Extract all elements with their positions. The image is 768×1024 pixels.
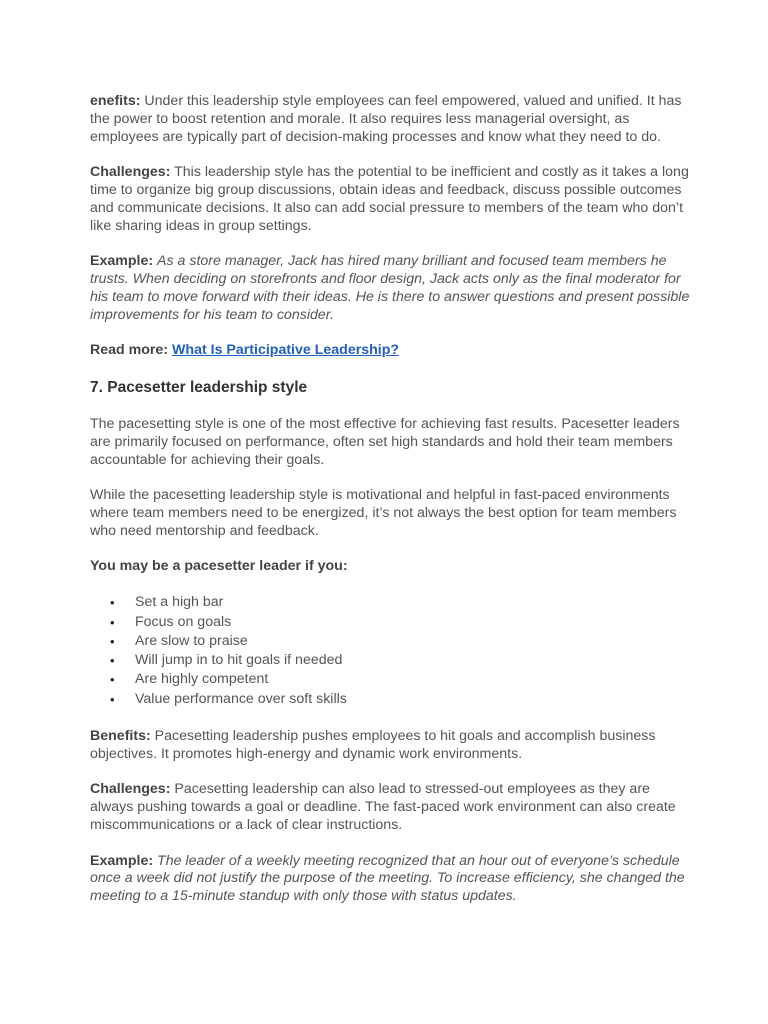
benefits-paragraph [90,93,690,147]
pacesetter-example-text: The leader of a weekly meeting recognized that an hour out of everyone’s schedule once a week did not justify the purpose of the meeting. To increase efficiency, she changed the meeting to a 15-minute standup with only those with status updates. [90,852,685,905]
pacesetter-benefits-text: Pacesetting leadership pushes employees to hit goals and accomplish business objectives. It promotes high-energy and dynamic work environments. [90,728,656,762]
read-more-label: Read more: [90,342,169,359]
pacesetter-challenges-paragraph [90,781,690,835]
pacesetter-benefits-paragraph [90,728,690,764]
section-heading: 7. Pacesetter leadership style [90,378,308,396]
list-item: • Value performance over soft skills [135,690,690,709]
list-item: • Set a high bar [135,593,690,612]
list-item: • Are slow to praise [135,632,690,651]
document-page [90,93,690,924]
challenges-label: Challenges: [90,164,171,181]
list-lead-text: You may be a pacesetter leader if you: [90,558,348,575]
intro-paragraph-1: The pacesetting style is one of the most effective for achieving fast results. Pacesetter leaders are primarily focused on performance, often set high standards and hold their team members accountable for achieving their goals. [90,415,680,468]
example-paragraph [90,253,690,325]
example-label: Example: [90,253,154,270]
intro-paragraph-2: While the pacesetting leadership style is motivational and helpful in fast-paced environments where team members need to be energized, it’s not always the best option for team members who need mentorship and feedback. [90,487,677,539]
list-lead [90,558,690,576]
pacesetter-benefits-label: Benefits: [90,728,151,744]
benefits-text: Under this leadership style employees can feel empowered, valued and unified. It has the power to boost retention and morale. It also requires less managerial oversight, as employees are typically part of decision-making processes and know what they need to do. [90,93,682,145]
example-text: As a store manager, Jack has hired many brilliant and focused team members he trusts. When deciding on storefronts and floor design, Jack acts only as the final moderator for his team to move forward with their ideas. He is there to answer questions and present possible improvements for his team to consider. [90,253,690,324]
list-item: • Are highly competent [135,670,690,689]
pacesetter-challenges-text: Pacesetting leadership can also lead to stressed-out employees as they are always pushing towards a goal or deadline. The fast-paced work environment can also create miscommunications or a lack of clear instructions. [90,781,676,834]
participative-leadership-link[interactable]: What Is Participative Leadership? [172,342,400,359]
pacesetter-example-paragraph [90,853,690,907]
challenges-paragraph [90,164,690,236]
read-more-paragraph [90,342,690,360]
list-item: • Will jump in to hit goals if needed [135,651,690,670]
list-item: • Focus on goals [135,613,690,632]
challenges-text: This leadership style has the potential to be inefficient and costly as it takes a long time to organize big group discussions, obtain ideas and feedback, discuss possible outcomes and communicate decisions. It also can add social pressure to members of the team who don’t like sharing ideas in group settings. [90,164,689,234]
pacesetter-example-label: Example: [90,852,154,869]
benefits-label: enefits: [90,93,141,109]
traits-list [90,593,690,709]
pacesetter-challenges-label: Challenges: [90,781,171,798]
